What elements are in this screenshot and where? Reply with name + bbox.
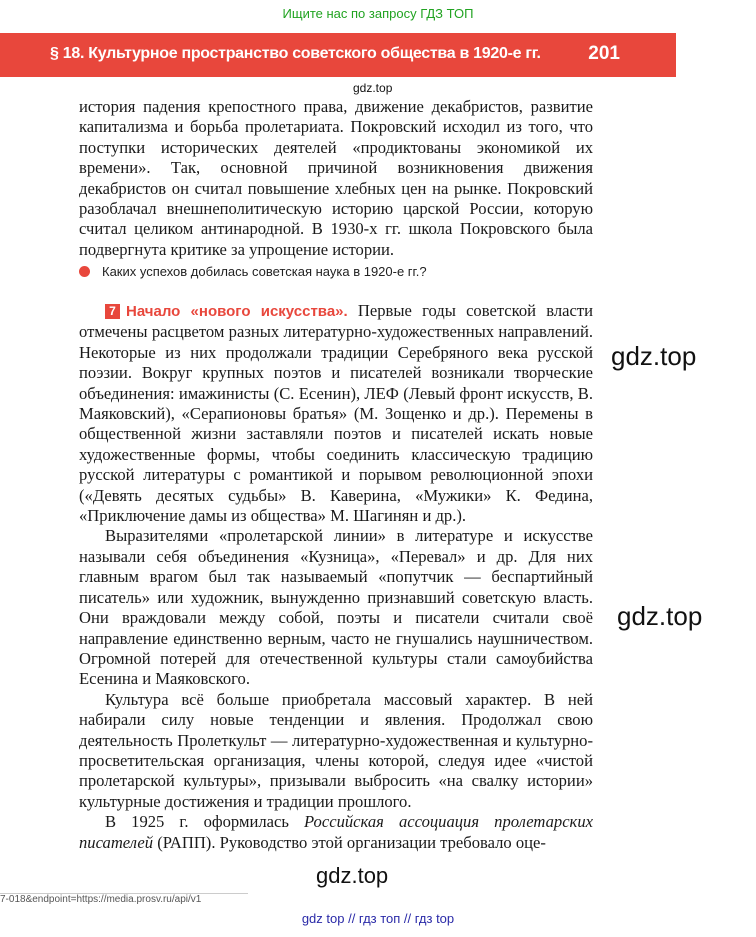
section-7-paragraph xyxy=(79,301,593,526)
chapter-header-band xyxy=(0,33,676,77)
question-text: Каких успехов добилась советская наука в 1920-е гг.? xyxy=(102,264,427,279)
top-ad-link[interactable]: Ищите нас по запросу ГДЗ ТОП xyxy=(282,6,474,21)
watermark-right-2: gdz.top xyxy=(617,601,703,631)
paragraph-4: Культура всё больше приобретала массовый характер. В ней набирали силу новые тенденции и явления. Продолжал свою деятельность Пролеткульт — литературно-художественная и культурно-просветительская организация, члены которой, следуя идее «чистой пролетарской культуры», призывали выбросить «на свалку истории» культурные достижения и традиции прошлого. xyxy=(79,689,593,811)
section-7 xyxy=(79,301,593,853)
footer-links[interactable]: gdz top // гдз топ // гдз top xyxy=(301,911,455,926)
question-bullet-icon xyxy=(79,266,90,277)
watermark-right-1: gdz.top xyxy=(611,341,697,371)
paragraph-5 xyxy=(79,812,593,853)
watermark-small: gdz.top xyxy=(353,81,393,95)
paragraph-5-after: (РАПП). Руководство этой организации требовало оце- xyxy=(153,832,546,852)
section-title: Начало «нового искусства». xyxy=(126,303,348,320)
section-7-text: Первые годы советской власти отмечены расцветом разных литературно-художественных направлений. Некоторые из них продолжали традиции Серебряного века русской поэзии. Вокруг крупных поэтов и писателей возникали творческие объединения: имажинисты (С. Есенин), ЛЕФ (Левый фронт искусств, В. Маяковский), «Серапионовы братья» (М. Зощенко и др.). Перемены в общественной жизни заставляли поэтов и писателей искать новые художественные формы, чтобы соединить классическую традицию русской литературы с романтикой и порывом революционной эпохи («Девять десятых судьбы» В. Каверина, «Мужики» К. Федина, «Приключение дамы из общества» М. Шагинян и др.). xyxy=(79,301,593,526)
rapp-name-italic: Российская ассоциация пролетарских писателей xyxy=(79,812,593,852)
paragraph-3: Выразителями «пролетарской линии» в литературе и искусстве называли себя объединения «Кузница», «Перевал» и др. Для них главным врагом был так называемый «попутчик — беспартийный писатель» или художник, вынужденно признавший советскую власть. Они враждовали между собой, поэты и писатели считали своё направление единственно верным, часто не гнушались наушничеством. Огромной потерей для отечественной культуры стали самоубийства Есенина и Маяковского. xyxy=(79,526,593,689)
review-question xyxy=(79,264,599,279)
watermark-bottom: gdz.top xyxy=(316,863,389,888)
paragraph-1 xyxy=(79,97,593,260)
page-number: 201 xyxy=(588,43,620,64)
paragraph-5-before: В 1925 г. оформилась xyxy=(105,812,304,832)
chapter-header-title: § 18. Культурное пространство советского общества в 1920-е гг. xyxy=(50,45,541,62)
section-number-badge: 7 xyxy=(105,304,120,319)
paragraph-1-text: история падения крепостного права, движение декабристов, развитие капитализма и борьба пролетариата. Покровский исходил из того, что поступки исторических деятелей «продиктованы экономикой их времени». Так, основной причиной возникновения движения декабристов он считал повышение хлебных цен на рынке. Покровский разоблачал внешнеполитическую историю царской России, которую считал целиком антинародной. В 1930-х гг. школа Покровского была подвергнута критике за упрощение истории. xyxy=(79,97,593,259)
url-strip: 7-018&endpoint=https://media.prosv.ru/api/v1 xyxy=(0,893,248,908)
